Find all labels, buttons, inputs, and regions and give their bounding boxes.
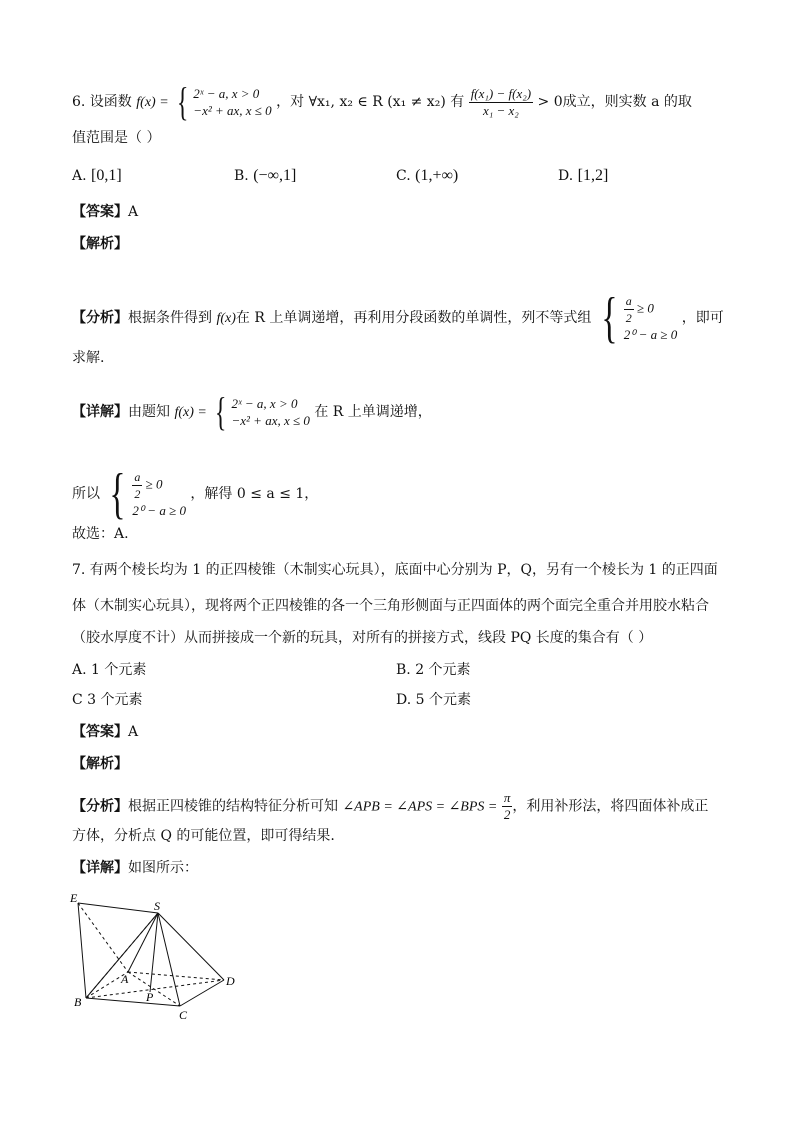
q7-option-c: C 3 个元素 bbox=[72, 692, 143, 708]
label-D: D bbox=[226, 974, 235, 988]
q6-mid: ，对 ∀x₁, x₂ ∈ R (x₁ ≠ x₂) 有 bbox=[276, 94, 465, 110]
q7-option-b: B. 2 个元素 bbox=[396, 662, 471, 678]
q6-fenxi-line2: 求解. bbox=[72, 350, 105, 366]
q7-option-a: A. 1 个元素 bbox=[72, 662, 147, 678]
q7-stem-line1: 7. 有两个棱长均为 1 的正四棱锥（木制实心玩具），底面中心分别为 P，Q，另有一个棱长为 1 的正四面 bbox=[72, 562, 718, 578]
q7-stem-line3: （胶水厚度不计）从而拼接成一个新的玩具，对所有的拼接方式，线段 PQ 长度的集合有（ ） bbox=[72, 630, 653, 646]
q6-suoyi: 所以 { $\frac{a}{2}$ ≥ 0 2⁰ − a ≥ 0 ，解得 0 ≤ a ≤ 1， bbox=[72, 463, 319, 525]
q6-piecewise: { 2ˣ − a, x > 0 −x² + ax, x ≤ 0 bbox=[176, 79, 272, 124]
q7-figure bbox=[66, 888, 246, 1023]
q6-guxuan: 故选：A. bbox=[72, 526, 129, 542]
q6-suffix: > 0成立，则实数 a 的取 bbox=[537, 94, 692, 110]
q6-option-c: C. (1,+∞) bbox=[396, 167, 459, 184]
q6-case2: −x² + ax, x ≤ 0 bbox=[193, 103, 272, 118]
label-A: A bbox=[121, 972, 129, 986]
q6-option-b: B. (−∞,1] bbox=[234, 167, 297, 184]
edge-ES bbox=[78, 903, 158, 913]
q6-fenxi-line1: 【分析】根据条件得到 f(x)在 R 上单调递增，再利用分段函数的单调性，列不等式组 { $\frac{a}{2}$ ≥ 0 2⁰ − a ≥ 0 ，即可 bbox=[72, 287, 724, 349]
q6-fraction bbox=[469, 86, 533, 119]
edge-BD bbox=[86, 980, 224, 998]
edge-SD bbox=[158, 913, 224, 980]
label-E: E bbox=[70, 891, 78, 905]
q6-frac-den: x₁ − x₂ bbox=[482, 102, 519, 118]
edge-AC bbox=[128, 972, 180, 1006]
q6-answer: 【答案】A bbox=[72, 204, 139, 220]
edge-EB bbox=[78, 903, 86, 998]
q7-fenxi-line1: 【分析】根据正四棱锥的结构特征分析可知 ∠APB = ∠APS = ∠BPS = $\frac{\pi}{2}$ ，利用补形法，将四面体补成正 bbox=[72, 790, 709, 822]
edge-SC bbox=[158, 913, 180, 1006]
q6-stem-line2: 值范围是（ ） bbox=[72, 130, 161, 146]
q7-analysis-tag: 【解析】 bbox=[72, 756, 128, 772]
q7-stem-line2: 体（木制实心玩具），现将两个正四棱锥的各一个三角形侧面与正四面体的两个面完全重合并用胶水粘合 bbox=[72, 598, 709, 614]
q7-option-d: D. 5 个元素 bbox=[396, 692, 471, 708]
q6-case1: 2ˣ − a, x > 0 bbox=[193, 86, 260, 101]
edge-BC bbox=[86, 998, 180, 1006]
edge-AD bbox=[128, 972, 224, 980]
label-P: P bbox=[146, 990, 154, 1004]
q6-xiangjie: 【详解】由题知 f(x) = { 2ˣ − a, x > 0 −x² + ax, x ≤ 0 在 R 上单调递增， bbox=[72, 389, 432, 434]
q7-fenxi-line2: 方体，分析点 Q 的可能位置，即可得结果. bbox=[72, 828, 335, 844]
q6-option-a: A. [0,1] bbox=[72, 167, 122, 184]
label-S: S bbox=[154, 899, 160, 913]
label-B: B bbox=[74, 995, 82, 1009]
q7-answer: 【答案】A bbox=[72, 724, 139, 740]
q6-stem-line1 bbox=[72, 79, 692, 124]
edge-CD bbox=[180, 980, 224, 1006]
label-C: C bbox=[179, 1008, 188, 1022]
q6-frac-num: f(x₁) − f(x₂) bbox=[470, 85, 532, 101]
q6-fenxi-system: { $\frac{a}{2}$ ≥ 0 2⁰ − a ≥ 0 bbox=[601, 287, 678, 349]
edge-EA bbox=[78, 903, 128, 972]
q7-xiangjie: 【详解】如图所示： bbox=[72, 860, 198, 876]
q6-option-d: D. [1,2] bbox=[558, 167, 609, 184]
q6-analysis-tag: 【解析】 bbox=[72, 236, 128, 252]
edge-SP bbox=[150, 913, 158, 992]
q6-prefix: 6. 设函数 bbox=[72, 94, 132, 110]
q6-func: f(x) = bbox=[136, 95, 169, 110]
